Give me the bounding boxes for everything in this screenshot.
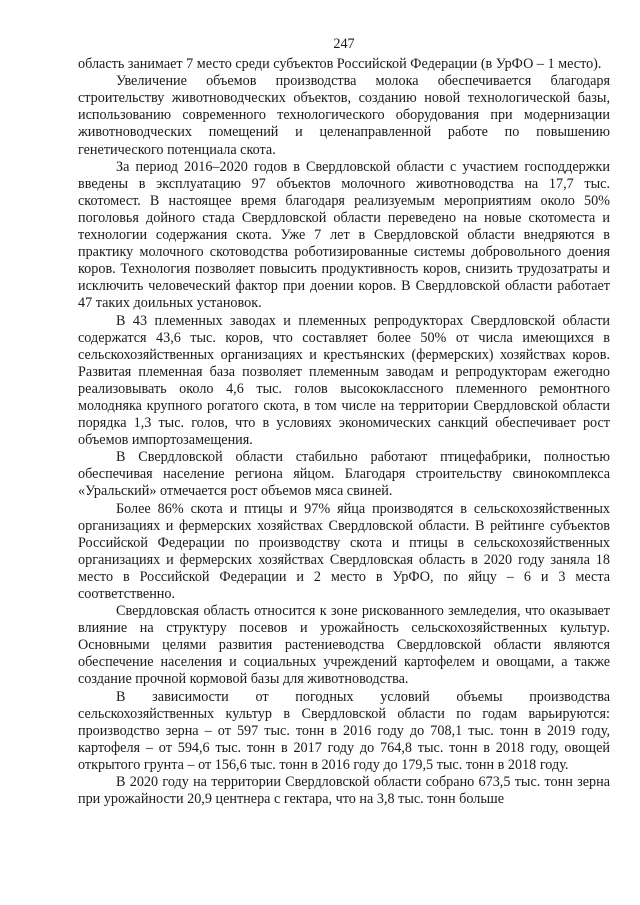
paragraph-breeding-farms: В 43 племенных заводах и племенных репродукторах Свердловской области содержатся 43,6 тыс. коров, что составляет более 50% от числа имеющихся в сельскохозяйственных организациях и крестьянских (фермерских) хозяйствах коров. Развитая племенная база позволяет племенным заводам и репродукторам ежегодно реализовывать около 4,6 тыс. голов высококлассного племенного ремонтного молодняка крупного рогатого скота, в том числе на территории Свердловской области порядка 1,3 тыс. голов, что в условиях экономических санкций обеспечивает рост объемов импортозамещения.: [78, 312, 610, 449]
paragraph-continued: область занимает 7 место среди субъектов Российской Федерации (в УрФО – 1 место).: [78, 56, 602, 73]
paragraph-dairy-facilities: За период 2016–2020 годов в Свердловской области с участием господдержки введены в эксплуатацию 97 объектов молочного животноводства на 17,7 тыс. скотомест. В настоящее время благодаря реализуемым мероприятиям около 50% поголовья дойного стада Свердловской области переведено на новые скотоместа и технологии содержания скота. Уже 7 лет в Свердловской области внедряются в практику молочного скотоводства роботизированные системы добровольного доения коров. Технология позволяет повысить продуктивность коров, снизить трудозатраты и исключить человеческий фактор при доении коров. В Свердловской области работает 47 таких доильных установок.: [78, 158, 610, 312]
paragraph-grain-2020: В 2020 году на территории Свердловской области собрано 673,5 тыс. тонн зерна при урожайности 20,9 центнера с гектара, что на 3,8 тыс. тонн больше: [78, 774, 610, 808]
paragraph-milk-production: Увеличение объемов производства молока обеспечивается благодаря строительству животноводческих объектов, созданию новой технологической базы, использованию современного технологического оборудования при модернизации животноводческих помещений и целенаправленной работе по повышению генетического потенциала скота.: [78, 73, 610, 158]
paragraph-livestock-rating: Более 86% скота и птицы и 97% яйца производятся в сельскохозяйственных организациях и фермерских хозяйствах Свердловской области. В рейтинге субъектов Российской Федерации по производству скота и птицы в сельскохозяйственных организациях и фермерских хозяйствах Свердловская область в 2020 году заняла 18 место в Российской Федерации и 2 место в УрФО, по яйцу – 6 и 3 места соответственно.: [78, 500, 610, 602]
paragraph-poultry-pork: В Свердловской области стабильно работают птицефабрики, полностью обеспечивая население региона яйцом. Благодаря строительству свинокомплекса «Уральский» отмечается рост объемов мяса свиней.: [78, 449, 610, 500]
document-page: [78, 36, 610, 808]
page-number: 247: [333, 36, 355, 52]
paragraph-crop-volumes: В зависимости от погодных условий объемы производства сельскохозяйственных культур в Свердловской области по годам варьируются: производство зерна – от 597 тыс. тонн в 2016 году до 708,1 тыс. тонн в 2019 году, картофеля – от 594,6 тыс. тонн в 2017 году до 764,8 тыс. тонн в 2018 году, овощей открытого грунта – от 156,6 тыс. тонн в 2016 году до 179,5 тыс. тонн в 2018 году.: [78, 688, 610, 773]
paragraph-risky-farming: Свердловская область относится к зоне рискованного земледелия, что оказывает влияние на структуру посевов и урожайность сельскохозяйственных культур. Основными целями развития растениеводства Свердловской области являются обеспечение населения и социальных учреждений картофелем и овощами, а также создание прочной кормовой базы для животноводства.: [78, 603, 610, 688]
